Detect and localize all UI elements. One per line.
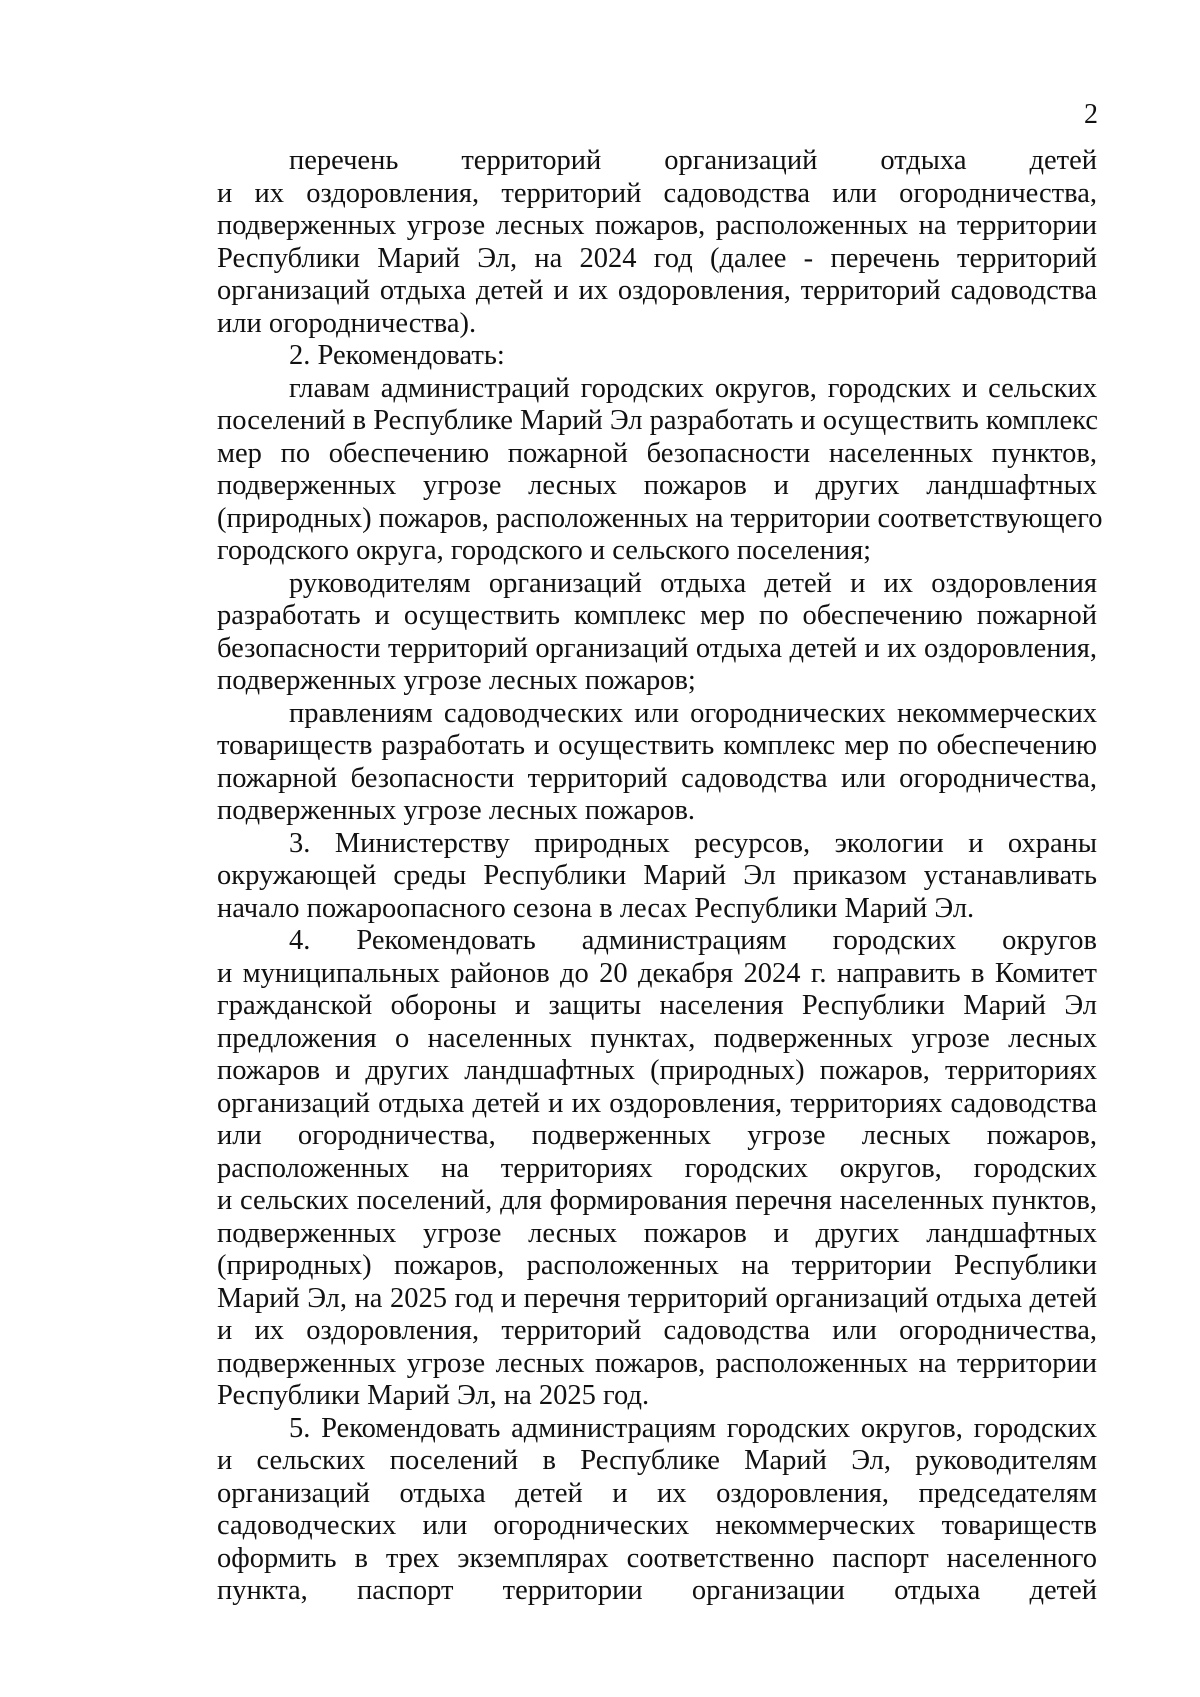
text-line: гражданской обороны и защиты населения Республики Марий Эл <box>217 990 1097 1021</box>
text-line: подверженных угрозе лесных пожаров, расположенных на территории <box>217 1347 1097 1379</box>
text-line: подверженных угрозе лесных пожаров и других ландшафтных <box>217 1217 1097 1249</box>
text-line: разработать и осуществить комплекс мер по обеспечению пожарной <box>217 600 1097 631</box>
page-number: 2 <box>1084 99 1098 130</box>
text-line: (природных) пожаров, расположенных на территории соответствующего <box>217 502 1103 534</box>
text-line: пожарной безопасности территорий садоводства или огородничества, <box>217 762 1097 794</box>
text-line: и сельских поселений в Республике Марий Эл, руководителям <box>217 1445 1097 1476</box>
text-line: безопасности территорий организаций отдыха детей и их оздоровления, <box>217 632 1097 664</box>
text-line: организаций отдыха детей и их оздоровления, председателям <box>217 1477 1097 1509</box>
text-line: мер по обеспечению пожарной безопасности населенных пунктов, <box>217 437 1097 469</box>
text-line: и муниципальных районов до 20 декабря 2024 г. направить в Комитет <box>217 957 1097 989</box>
text-line: предложения о населенных пунктах, подверженных угрозе лесных <box>217 1022 1097 1054</box>
text-line: окружающей среды Республики Марий Эл приказом устанавливать <box>217 860 1097 891</box>
text-line: поселений в Республике Марий Эл разработать и осуществить комплекс <box>217 405 1098 436</box>
text-line: и сельских поселений, для формирования перечня населенных пунктов, <box>217 1185 1097 1216</box>
text-line: правлениям садоводческих или огороднических некоммерческих <box>289 697 1097 729</box>
text-line: оформить в трех экземплярах соответственно паспорт населенного <box>217 1542 1097 1574</box>
text-line: (природных) пожаров, расположенных на территории Республики <box>217 1250 1097 1281</box>
text-line: организаций отдыха детей и их оздоровления, территориях садоводства <box>217 1087 1097 1119</box>
text-line: 5. Рекомендовать администрациям городских округов, городских <box>289 1412 1097 1444</box>
paragraph <box>217 698 1097 828</box>
paragraph <box>217 925 1097 1413</box>
text-line: подверженных угрозе лесных пожаров. <box>217 795 696 826</box>
text-line: перечень территорий организаций отдыха детей <box>289 145 1097 176</box>
text-line: Республики Марий Эл, на 2025 год. <box>217 1380 650 1411</box>
paragraph <box>217 828 1097 926</box>
text-line: или огородничества). <box>217 307 477 339</box>
text-line: начало пожароопасного сезона в лесах Республики Марий Эл. <box>217 892 975 924</box>
text-line: пункта, паспорт территории организации отдыха детей <box>217 1575 1097 1606</box>
text-line: и их оздоровления, территорий садоводства или огородничества, <box>217 1315 1097 1346</box>
text-line: подверженных угрозе лесных пожаров и других ландшафтных <box>217 470 1097 501</box>
text-line: руководителям организаций отдыха детей и их оздоровления <box>289 567 1097 599</box>
text-line: садоводческих или огороднических некоммерческих товариществ <box>217 1510 1097 1541</box>
text-line: главам администраций городских округов, городских и сельских <box>289 372 1097 404</box>
document-body <box>217 145 1103 1608</box>
paragraph <box>217 340 1097 373</box>
text-line: 2. Рекомендовать: <box>289 340 505 371</box>
text-line: или огородничества, подверженных угрозе лесных пожаров, <box>217 1120 1097 1151</box>
text-line: расположенных на территориях городских округов, городских <box>217 1152 1097 1184</box>
paragraph <box>217 568 1097 698</box>
text-line: и их оздоровления, территорий садоводства или огородничества, <box>217 177 1097 209</box>
text-line: товариществ разработать и осуществить комплекс мер по обеспечению <box>217 730 1097 761</box>
paragraph <box>217 145 1097 340</box>
text-line: подверженных угрозе лесных пожаров, расположенных на территории <box>217 210 1097 241</box>
text-line: Республики Марий Эл, на 2024 год (далее - перечень территорий <box>217 242 1097 274</box>
text-line: городского округа, городского и сельского поселения; <box>217 535 872 566</box>
text-line: 4. Рекомендовать администрациям городских округов <box>289 925 1097 956</box>
text-line: пожаров и других ландшафтных (природных) пожаров, территориях <box>217 1055 1097 1086</box>
paragraph <box>217 1413 1097 1608</box>
text-line: 3. Министерству природных ресурсов, экологии и охраны <box>289 827 1097 859</box>
text-line: Марий Эл, на 2025 год и перечня территорий организаций отдыха детей <box>217 1282 1097 1314</box>
paragraph <box>217 372 1103 568</box>
text-line: подверженных угрозе лесных пожаров; <box>217 665 696 696</box>
text-line: организаций отдыха детей и их оздоровления, территорий садоводства <box>217 275 1097 306</box>
